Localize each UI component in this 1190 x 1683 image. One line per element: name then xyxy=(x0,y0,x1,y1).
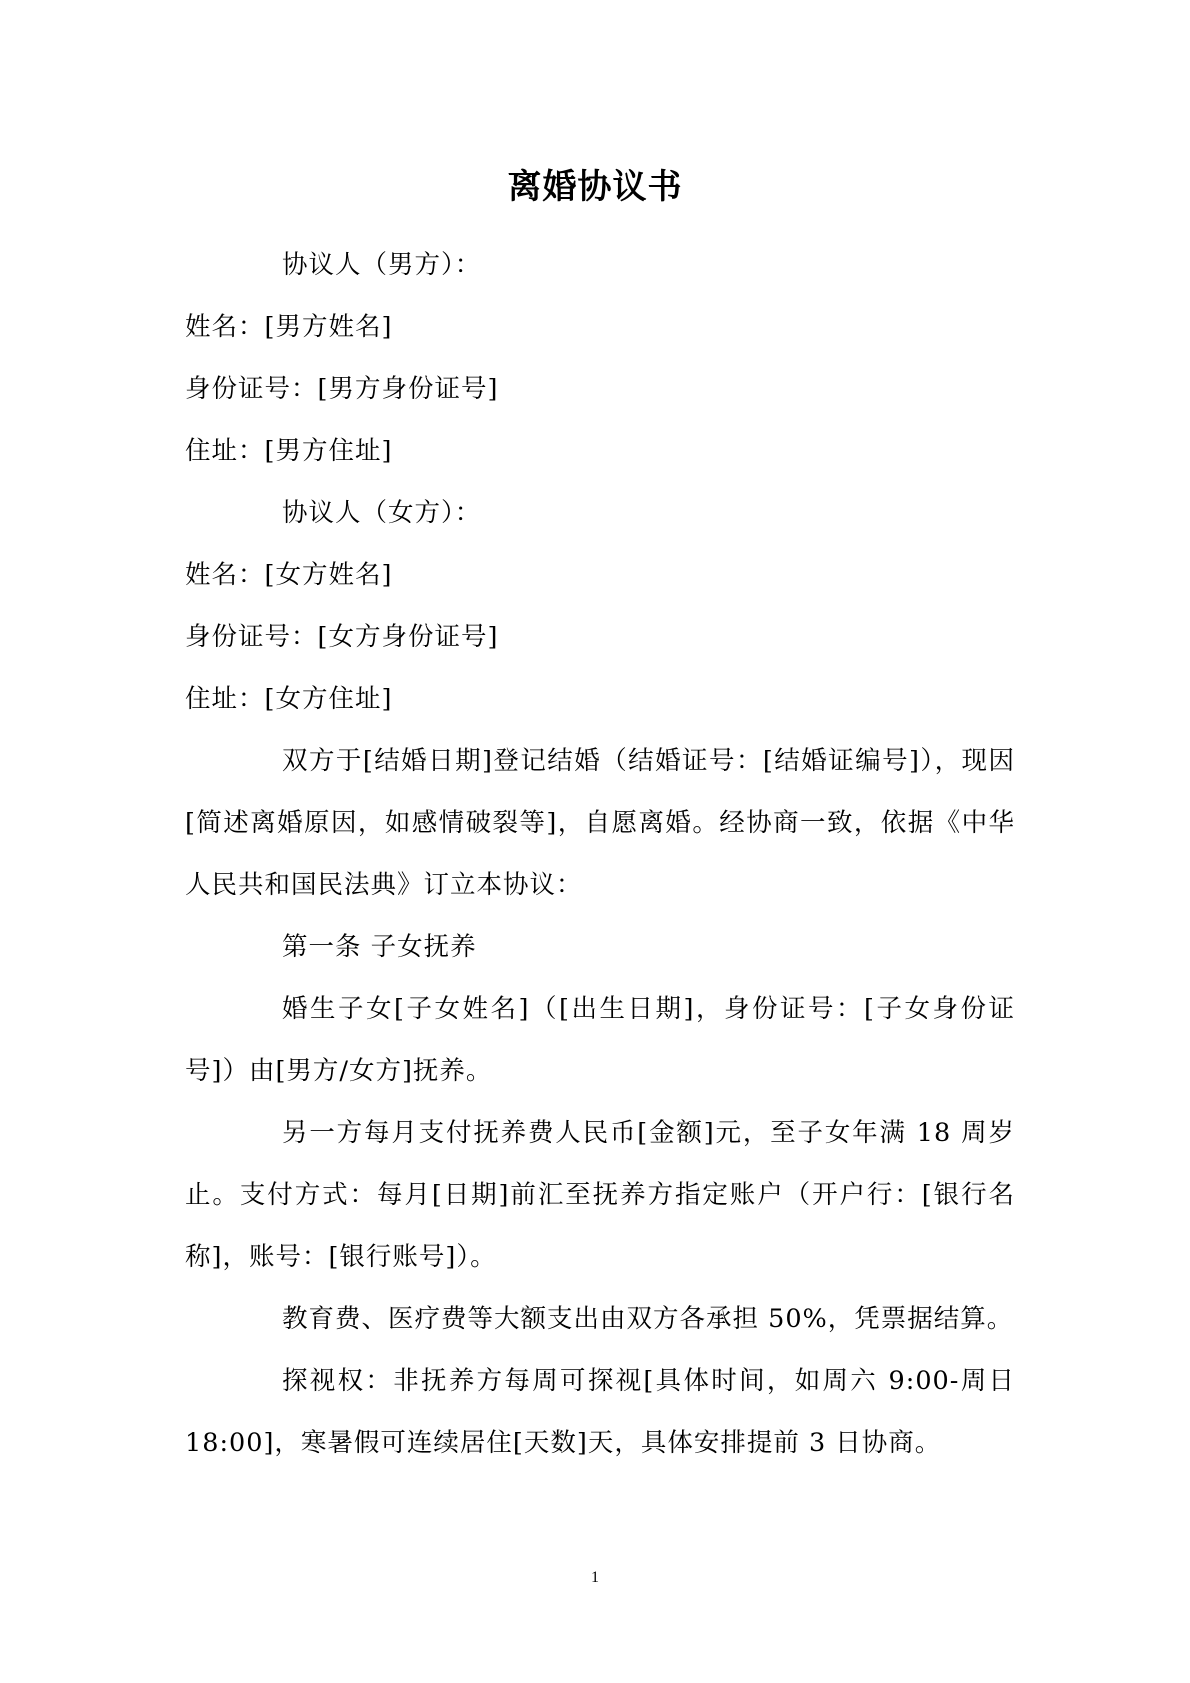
visitation-paragraph: 探视权：非抚养方每周可探视[具体时间，如周六 9:00-周日 18:00]，寒暑假可连续居住[天数]天，具体安排提前 3 日协商。 xyxy=(185,1366,1015,1458)
document-title: 离婚协议书 xyxy=(507,167,683,207)
preamble-paragraph: 双方于[结婚日期]登记结婚（结婚证号：[结婚证编号]），现因[简述离婚原因，如感情破裂等]，自愿离婚。经协商一致，依据《中华人民共和国民法典》订立本协议： xyxy=(185,746,1015,900)
female-name-line: 姓名：[女方姓名] xyxy=(185,560,393,590)
female-party-heading: 协议人（女方）： xyxy=(282,498,482,528)
female-address-line: 住址：[女方住址] xyxy=(185,684,393,714)
child-support-paragraph: 另一方每月支付抚养费人民币[金额]元，至子女年满 18 周岁止。支付方式：每月[日期]前汇至抚养方指定账户（开户行：[银行名称]，账号：[银行账号]）。 xyxy=(185,1118,1015,1272)
page-number: 1 xyxy=(591,1569,599,1586)
male-party-heading: 协议人（男方）： xyxy=(282,250,482,280)
female-id-line: 身份证号：[女方身份证号] xyxy=(185,622,499,652)
education-medical-paragraph: 教育费、医疗费等大额支出由双方各承担 50%，凭票据结算。 xyxy=(282,1304,1014,1334)
male-name-line: 姓名：[男方姓名] xyxy=(185,312,393,342)
male-id-line: 身份证号：[男方身份证号] xyxy=(185,374,499,404)
document-body xyxy=(185,234,1015,1474)
article-1-heading: 第一条 子女抚养 xyxy=(282,932,477,962)
male-address-line: 住址：[男方住址] xyxy=(185,436,393,466)
child-custody-paragraph: 婚生子女[子女姓名]（[出生日期]，身份证号：[子女身份证号]）由[男方/女方]抚养。 xyxy=(185,994,1015,1086)
